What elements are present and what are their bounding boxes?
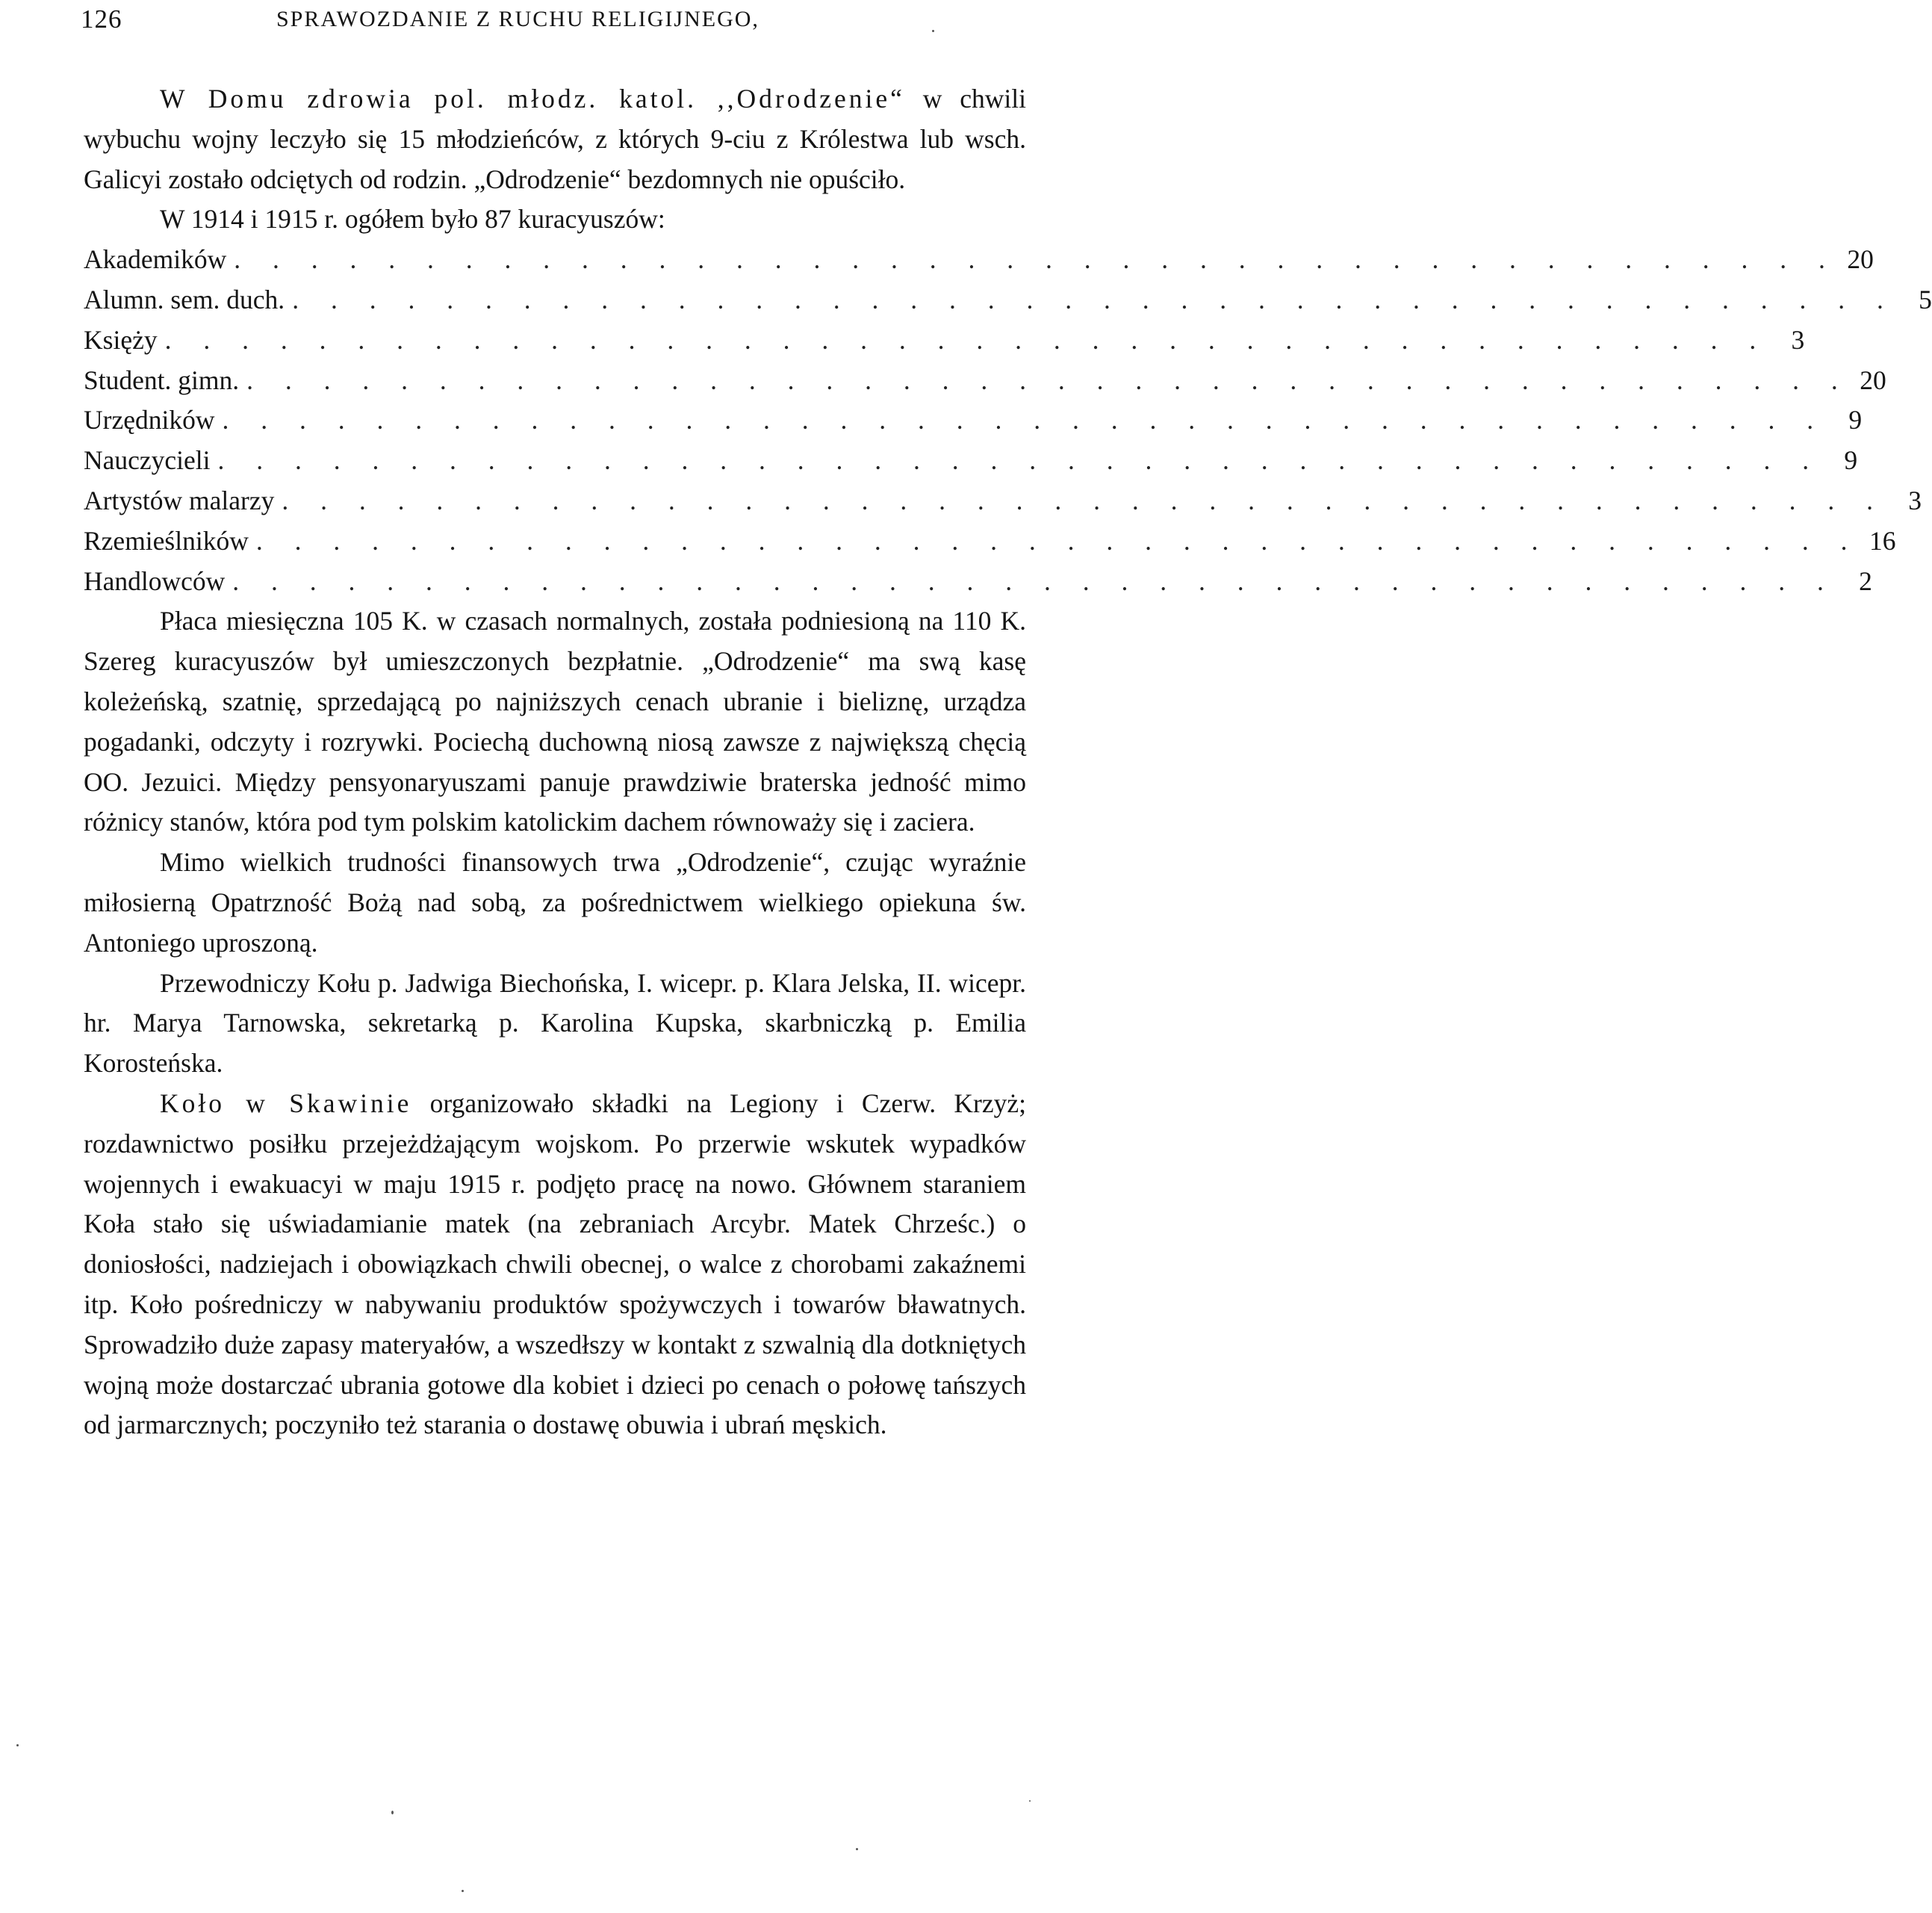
paragraph-odrodzenie-intro xyxy=(84,79,1026,199)
running-title: SPRAWOZDANIE Z RUCHU RELIGIJNEGO, xyxy=(276,7,760,31)
dot-leader: . . . . . . . . . . . . . . . . . . . . . . . . . . . . . . . . . . . . . . . . . . xyxy=(246,365,1851,395)
dot-leader: . . . . . . . . . . . . . . . . . . . . . . . . . . . . . . . . . . . . . . . . . . xyxy=(232,565,1836,596)
list-label: Nauczycieli xyxy=(84,445,211,476)
dot-leader: . . . . . . . . . . . . . . . . . . . . . . . . . . . . . . . . . . . . . . . . . . xyxy=(255,525,1860,556)
list-row xyxy=(84,320,1805,361)
patient-list xyxy=(84,240,1932,601)
dot-leader: . . . . . . . . . . . . . . . . . . . . . . . . . . . . . . . . . . . . . . . . . . xyxy=(164,324,1769,355)
list-value: 5 xyxy=(1919,284,1932,314)
list-value: 9 xyxy=(1844,445,1858,476)
list-row xyxy=(84,562,1872,602)
list-row xyxy=(84,280,1932,320)
list-value: 3 xyxy=(1791,324,1805,355)
page-number: 126 xyxy=(81,4,122,34)
dot-leader: . . . . . . . . . . . . . . . . . . . . . . . . . . . . . . . . . . . . . . . . . . xyxy=(217,445,1822,476)
spaced-lead-odrodzenie: W Domu zdrowia pol. młodz. katol. ,,Odrodzenie“ xyxy=(160,84,905,114)
list-value: 2 xyxy=(1859,565,1872,596)
paper-speck xyxy=(932,30,934,32)
list-value: 20 xyxy=(1847,244,1874,275)
paragraph-skawina xyxy=(84,1084,1026,1445)
paragraph-finances: Mimo wielkich trudności finansowych trwa „Odrodzenie“, czując wyraźnie miłosierną Opatrzność Bożą nad sobą, za pośrednictwem wielkiego opiekuna św. Antoniego uproszoną. xyxy=(84,847,1026,958)
list-label: Rzemieślników xyxy=(84,525,249,556)
list-row xyxy=(84,240,1874,280)
list-row xyxy=(84,521,1896,562)
paragraph-text: w chwili wybuchu wojny leczyło się 15 młodzieńców, z których 9-ciu z Królestwa lub wsch. Galicyi zostało odciętych od rodzin. „Odrodzenie“ bezdomnych nie opuściło. xyxy=(84,84,1026,194)
list-value: 16 xyxy=(1869,525,1896,556)
paper-speck xyxy=(462,1890,464,1892)
list-label: Artystów malarzy xyxy=(84,485,275,515)
list-row xyxy=(84,400,1863,441)
paper-speck xyxy=(391,1811,394,1814)
dot-leader: . . . . . . . . . . . . . . . . . . . . . . . . . . . . . . . . . . . . . . . . . . xyxy=(292,284,1896,314)
dot-leader: . . . . . . . . . . . . . . . . . . . . . . . . . . . . . . . . . . . . . . . . . . xyxy=(222,405,1827,435)
list-value: 9 xyxy=(1848,405,1863,435)
list-label: Student. gimn. xyxy=(84,365,240,395)
list-row xyxy=(84,481,1922,521)
body-text xyxy=(84,79,1932,1445)
list-row xyxy=(84,361,1886,401)
dot-leader: . . . . . . . . . . . . . . . . . . . . . . . . . . . . . . . . . . . . . . . . . . xyxy=(234,244,1838,275)
list-value: 20 xyxy=(1860,365,1886,395)
paragraph-officers: Przewodniczy Kołu p. Jadwiga Biechońska, I. wicepr. p. Klara Jelska, II. wicepr. hr. Marya Tarnowska, sekretarką p. Karolina Kupska, skarbniczką p. Emilia Korosteńska. xyxy=(84,967,1026,1079)
spaced-lead-skawina: Koło w Skawinie xyxy=(160,1088,412,1118)
paragraph-text: organizowało składki na Legiony i Czerw. Krzyż; rozdawnictwo posiłku przejeżdżającym wojskom. Po przerwie wskutek wypadków wojennych i ewakuacyi w maju 1915 r. podjęto pracę na nowo. Głównem staraniem Koła stało się uświadamianie matek (na zebraniach Arcybr. Matek Chrześc.) o doniosłości, nadziejach i obowiązkach chwili obecnej, o walce z chorobami zakaźnemi itp. Koło pośredniczy w nabywaniu produktów spożywczych i towarów bławatnych. Sprowadziło duże zapasy materyałów, a wszedłszy w kontakt z szwalnią dla dotkniętych wojną może dostarczać ubrania gotowe dla kobiet i dzieci po cenach o połowę tańszych od jarmarcznych; poczyniło też starania o dostawę obuwia i ubrań męskich. xyxy=(84,1088,1026,1440)
list-label: Księży xyxy=(84,324,158,355)
paper-speck xyxy=(856,1848,858,1850)
paper-speck xyxy=(1029,1800,1031,1802)
paper-speck xyxy=(16,1744,19,1746)
list-value: 3 xyxy=(1908,485,1922,515)
paragraph-patient-count: W 1914 i 1915 r. ogółem było 87 kuracyuszów: xyxy=(160,204,665,235)
list-row xyxy=(84,441,1858,481)
dot-leader: . . . . . . . . . . . . . . . . . . . . . . . . . . . . . . . . . . . . . . . . . . xyxy=(282,485,1886,515)
list-label: Urzędników xyxy=(84,405,215,435)
list-label: Handlowców xyxy=(84,565,226,596)
paragraph-fees: Płaca miesięczna 105 K. w czasach normalnych, została podniesioną na 110 K. Szereg kuracyuszów był umieszczonych bezpłatnie. „Odrodzenie“ ma swą kasę koleżeńską, szatnię, sprzedającą po najniższych cenach ubranie i bieliznę, urządza pogadanki, odczyty i rozrywki. Pociechą duchowną niosą zawsze z największą chęcią OO. Jezuici. Między pensyonaryuszami panuje prawdziwie braterska jedność mimo różnicy stanów, która pod tym polskim katolickim dachem równoważy się i zaciera. xyxy=(84,606,1026,837)
list-label: Alumn. sem. duch. xyxy=(84,284,285,314)
list-label: Akademików xyxy=(84,244,227,275)
page-header xyxy=(81,4,1029,49)
